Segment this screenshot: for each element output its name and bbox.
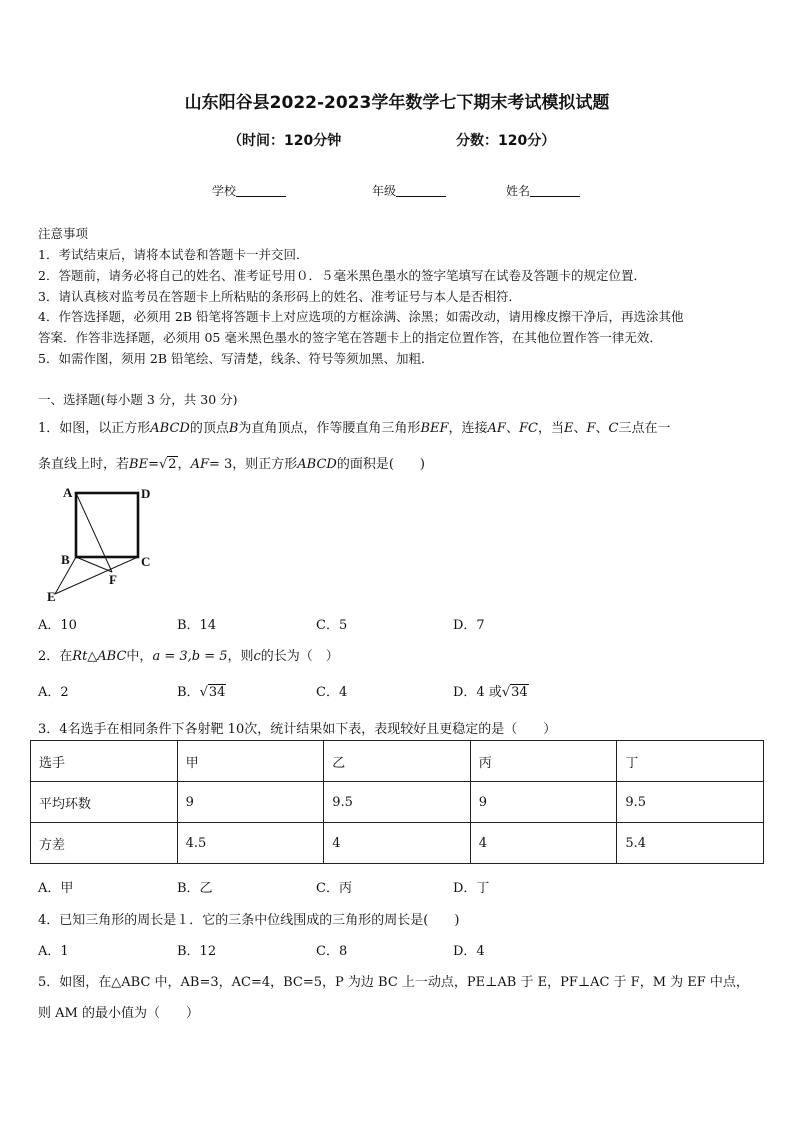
- q5-line2: 则 AM 的最小值为（ ）: [38, 1006, 199, 1021]
- q1-text: ，连接: [448, 421, 488, 436]
- q3-stem: 3．4名选手在相同条件下各射靶 10次，统计结果如下表，表现较好且更稳定的是（ ）: [38, 722, 557, 737]
- q2-text: ，则: [227, 649, 254, 664]
- grade-field: [372, 182, 446, 199]
- q4-option-a: A．1: [38, 944, 69, 959]
- school-blank: [236, 184, 286, 197]
- label-a: A: [63, 485, 73, 500]
- q1-text: =: [148, 457, 159, 472]
- q1-text: 条直线上时，若: [38, 457, 130, 472]
- q1-radicand: 2: [168, 457, 177, 472]
- q3-option-c: C．丙: [316, 881, 352, 896]
- q1-text: 1．如图，以正方形: [38, 421, 151, 436]
- grade-label: 年级: [372, 184, 397, 198]
- q2-text: 2．在: [38, 649, 73, 664]
- table-row: [31, 782, 764, 823]
- q4-option-d: D．4: [453, 944, 485, 959]
- square-abcd: [76, 493, 138, 557]
- exam-score: 分数：120分）: [456, 133, 556, 149]
- q2-text: 的长为（ ）: [260, 649, 339, 664]
- q1-text: 为直角顶点，作等腰直角三角形: [238, 421, 421, 436]
- q2-option-d: D．4 或√34: [453, 685, 528, 700]
- notes-item-4: 4．作答选择题，必须用 2B 铅笔将答题卡上对应选项的方框涂满、涂黑；如需改动，请用橡皮擦干净后，再选涂其他: [38, 309, 684, 324]
- name-blank: [530, 184, 580, 197]
- notes-item-2: 2．答题前，请务必将自己的姓名、准考证号用０．５毫米黑色墨水的签字笔填写在试卷及答题卡的规定位置．: [38, 268, 646, 283]
- q1-text: 、: [505, 421, 519, 436]
- q2-var: c: [253, 649, 261, 664]
- q1-var: AF: [487, 421, 506, 436]
- table-cell: 9.5: [617, 782, 764, 823]
- q1-var: ABCD: [150, 421, 190, 436]
- q2-option-d-label: D．4 或: [453, 685, 502, 700]
- name-label: 姓名: [506, 184, 531, 198]
- q1-figure: [44, 483, 174, 611]
- q1-var: BE: [129, 457, 149, 472]
- exam-title: 山东阳谷县2022-2023学年数学七下期末考试模拟试题: [184, 93, 610, 113]
- q3-option-b: B．乙: [177, 881, 213, 896]
- q1-text: ，当: [537, 421, 564, 436]
- q1-text: ，则正方形: [232, 457, 298, 472]
- table-cell: 方差: [31, 823, 178, 864]
- q1-var: B: [228, 421, 239, 436]
- table-cell: 4.5: [177, 823, 324, 864]
- q1-option-a: A．10: [38, 618, 77, 633]
- q2-var: Rt△ABC: [72, 649, 127, 664]
- q3-option-a: A．甲: [38, 881, 74, 896]
- table-cell: 5.4: [617, 823, 764, 864]
- q1-var: BEF: [420, 421, 449, 436]
- table-cell: 乙: [324, 741, 471, 782]
- table-cell: 平均环数: [31, 782, 178, 823]
- q1-var: AF: [190, 457, 209, 472]
- q1-line1: [38, 417, 670, 436]
- table-cell: 丙: [470, 741, 617, 782]
- table-cell: 4: [470, 823, 617, 864]
- notes-item-3: 3．请认真核对监考员在答题卡上所粘贴的条形码上的姓名、准考证号与本人是否相符．: [38, 289, 521, 304]
- notes-heading: 注意事项: [38, 226, 89, 241]
- q1-text: 、: [595, 421, 609, 436]
- q3-score-table: [30, 740, 764, 864]
- q1-text: = 3: [208, 457, 233, 472]
- notes-item-5: 5．如需作图，须用 2B 铅笔绘、写清楚，线条、符号等须加黑、加粗．: [38, 351, 434, 366]
- q1-option-b: B．14: [177, 618, 217, 633]
- label-f: F: [109, 572, 117, 587]
- notes-item-1: 1．考试结束后，请将本试卷和答题卡一并交回．: [38, 247, 309, 262]
- q1-var: ABCD: [297, 457, 337, 472]
- q2-option-c: C．4: [316, 685, 348, 700]
- q3-option-d: D．丁: [453, 881, 490, 896]
- label-c: C: [141, 554, 151, 569]
- q1-text: 的顶点: [189, 421, 229, 436]
- q1-text: 的面积是( ): [336, 457, 426, 472]
- q1-option-c: C．5: [316, 618, 348, 633]
- q4-option-b: B．12: [177, 944, 217, 959]
- q2-stem: [38, 645, 339, 664]
- q1-option-d: D．7: [453, 618, 485, 633]
- q1-var: F: [586, 421, 596, 436]
- table-cell: 4: [324, 823, 471, 864]
- grade-blank: [396, 184, 446, 197]
- table-row: [31, 741, 764, 782]
- q2-option-d-radicand: 34: [511, 685, 528, 700]
- label-b: B: [61, 552, 70, 567]
- q1-var: C: [608, 421, 619, 436]
- q1-text: ，: [177, 457, 191, 472]
- table-cell: 甲: [177, 741, 324, 782]
- notes-item-4-cont: 答案．作答非选择题，必须用 05 毫米黑色墨水的签字笔在答题卡上的指定位置作答，在其他位置作答一律无效．: [38, 330, 662, 345]
- q2-option-b-radicand: 34: [208, 685, 226, 700]
- q1-line2: 条直线上时，若BE=√2，AF= 3，则正方形ABCD的面积是( ): [38, 457, 426, 472]
- q2-option-b-label: B．: [177, 685, 200, 700]
- table-cell: 9: [470, 782, 617, 823]
- exam-time: （时间：120分钟: [228, 133, 342, 149]
- q5-line1: 5．如图，在△ABC 中，AB=3，AC=4，BC=5，P 为边 BC 上一动点，PE⊥AB 于 E，PF⊥AC 于 F，M 为 EF 中点，: [38, 975, 749, 990]
- q1-var: E: [563, 421, 574, 436]
- name-field: [506, 182, 580, 199]
- q4-option-c: C．8: [316, 944, 348, 959]
- school-label: 学校: [212, 184, 237, 198]
- q2-var: a = 3,b = 5: [152, 649, 228, 664]
- label-d: D: [141, 486, 151, 501]
- q1-text: 、: [573, 421, 587, 436]
- table-cell: 9: [177, 782, 324, 823]
- q2-option-a: A．2: [38, 685, 69, 700]
- section-heading: 一、选择题(每小题 3 分，共 30 分): [38, 392, 238, 407]
- segment-af: [76, 493, 112, 572]
- table-cell: 丁: [617, 741, 764, 782]
- q4-stem: 4．已知三角形的周长是１．它的三条中位线围成的三角形的周长是( ): [38, 913, 460, 928]
- table-row: [31, 823, 764, 864]
- table-cell: 9.5: [324, 782, 471, 823]
- q2-text: 中，: [126, 649, 153, 664]
- q2-option-b: B．√34: [177, 685, 226, 700]
- school-field: [212, 182, 286, 199]
- q1-text: 三点在一: [618, 421, 671, 436]
- label-e: E: [47, 589, 56, 604]
- q1-var: FC: [518, 421, 538, 436]
- table-cell: 选手: [31, 741, 178, 782]
